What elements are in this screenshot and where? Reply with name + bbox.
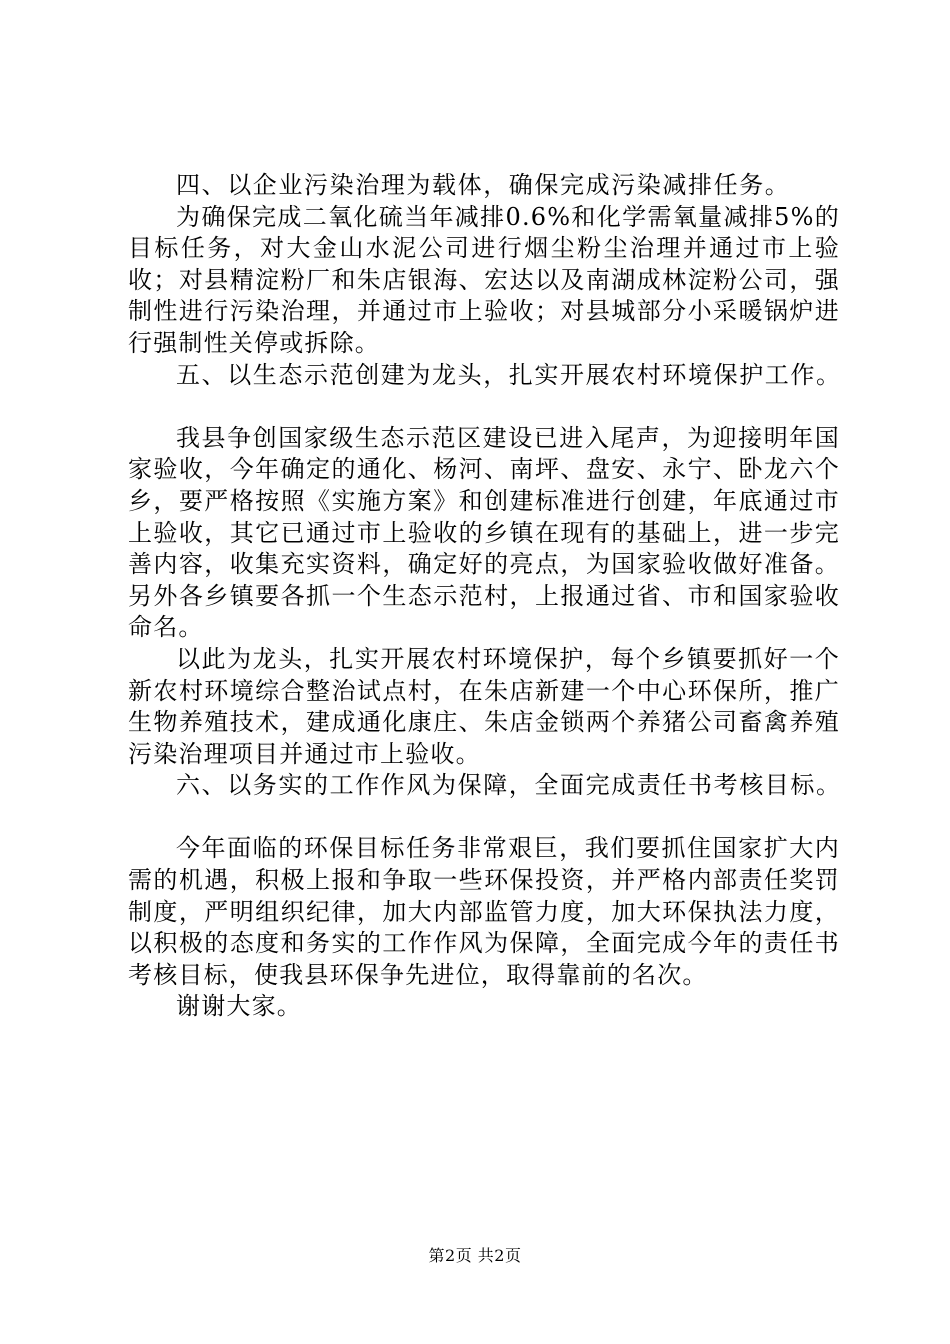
section-heading-6: 六、以务实的工作作风为保障，全面完成责任书考核目标。 bbox=[176, 771, 842, 800]
paragraph-eco-demonstration: 我县争创国家级生态示范区建设已进入尾声，为迎接明年国家验收，今年确定的通化、杨河、南坪、盘安、永宁、卧龙六个乡，要严格按照《实施方案》和创建标准进行创建，年底通过市上验收，其它已通过市上验收的乡镇在现有的基础上，进一步完善内容，收集充实资料，确定好的亮点，为国家验收做好准备。另外各乡镇要各抓一个生态示范村，上报通过省、市和国家验收命名。 bbox=[128, 423, 840, 642]
page-number-footer: 第2页 共2页 bbox=[428, 1246, 522, 1265]
paragraph-rural-environment: 以此为龙头，扎实开展农村环境保护，每个乡镇要抓好一个新农村环境综合整治试点村，在朱店新建一个中心环保所，推广生物养殖技术，建成通化康庄、朱店金锁两个养猪公司畜禽养殖污染治理项目并通过市上验收。 bbox=[128, 644, 840, 768]
paragraph-emission-reduction: 为确保完成二氧化硫当年减排0.6%和化学需氧量减排5%的目标任务，对大金山水泥公司进行烟尘粉尘治理并通过市上验收；对县精淀粉厂和朱店银海、宏达以及南湖成林淀粉公司，强制性进行污染治理，并通过市上验收；对县城部分小采暖锅炉进行强制性关停或拆除。 bbox=[128, 202, 840, 357]
paragraph-closing: 谢谢大家。 bbox=[176, 992, 302, 1021]
section-heading-4: 四、以企业污染治理为载体，确保完成污染减排任务。 bbox=[176, 171, 791, 199]
document-body bbox=[128, 170, 840, 1023]
paragraph-work-style: 今年面临的环保目标任务非常艰巨，我们要抓住国家扩大内需的机遇，积极上报和争取一些环保投资，并严格内部责任奖罚制度，严明组织纪律，加大内部监管力度，加大环保执法力度，以积极的态度和务实的工作作风为保障，全面完成今年的责任书考核目标，使我县环保争先进位，取得靠前的名次。 bbox=[128, 834, 840, 989]
section-heading-5: 五、以生态示范创建为龙头，扎实开展农村环境保护工作。 bbox=[176, 360, 842, 389]
